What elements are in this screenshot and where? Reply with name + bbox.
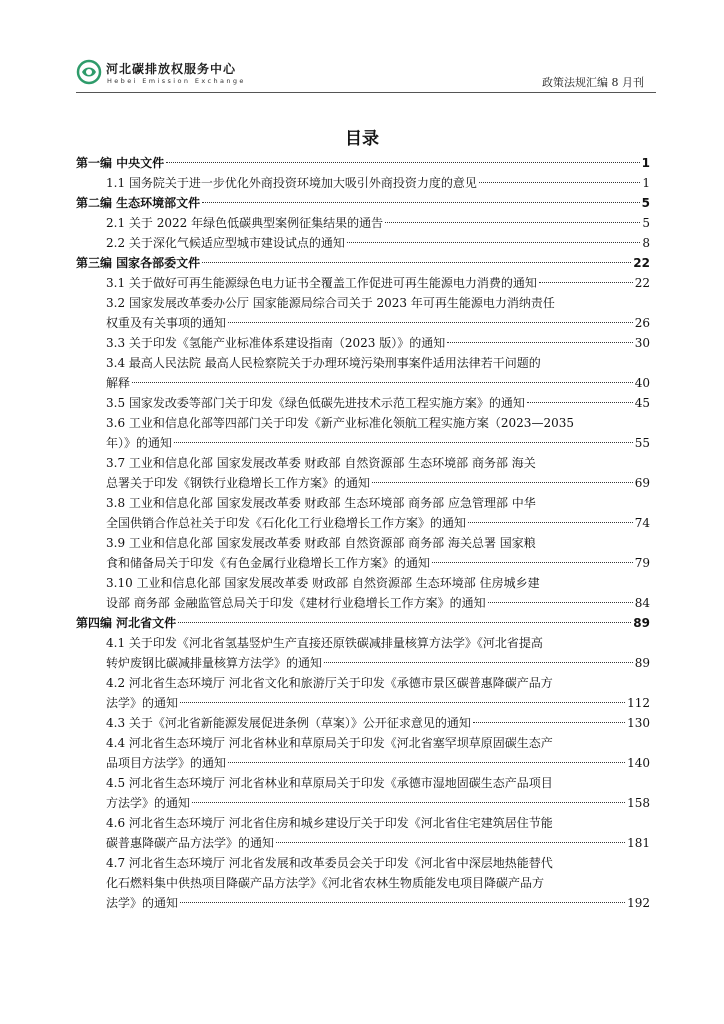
toc-entry[interactable]: [76, 653, 650, 673]
toc-entry-title: 品项目方法学》的通知: [106, 756, 227, 770]
toc-entry-line[interactable]: 3.9 工业和信息化部 国家发展改革委 财政部 自然资源部 商务部 海关总署 国家粮: [106, 536, 536, 550]
dot-leader: [132, 382, 633, 383]
toc-page-number: 112: [627, 696, 650, 710]
toc-entry-title: 3.1 关于做好可再生能源绿色电力证书全覆盖工作促进可再生能源电力消费的通知: [106, 276, 537, 290]
dot-leader: [174, 442, 633, 443]
dot-leader: [178, 622, 631, 623]
toc-page-number: 55: [634, 436, 650, 450]
org-name-cn: 河北碳排放权服务中心: [106, 62, 237, 76]
toc-page-number: 140: [627, 756, 650, 770]
toc-entry[interactable]: [76, 793, 650, 813]
toc-entry-line[interactable]: 3.8 工业和信息化部 国家发展改革委 财政部 生态环境部 商务部 应急管理部 中华: [106, 496, 536, 510]
toc-entry-title: 法学》的通知: [106, 896, 179, 910]
toc-entry-title: 法学》的通知: [106, 696, 179, 710]
toc-page-number: 5: [642, 216, 650, 230]
toc-page-number: 130: [627, 716, 650, 730]
toc-entry[interactable]: [76, 333, 650, 353]
toc-entry-title: 1.1 国务院关于进一步优化外商投资环境加大吸引外商投资力度的意见: [106, 176, 477, 190]
dot-leader: [347, 242, 640, 243]
toc-entry[interactable]: [76, 313, 650, 333]
dot-leader: [539, 282, 633, 283]
dot-leader: [202, 202, 639, 203]
dot-leader: [473, 722, 625, 723]
toc-entry[interactable]: [76, 433, 650, 453]
toc-entry[interactable]: [76, 273, 650, 293]
toc-entry-title: 第四编 河北省文件: [76, 616, 177, 630]
toc-title: 目录: [345, 129, 379, 149]
toc-page-number: 74: [634, 516, 650, 530]
table-of-contents: [76, 153, 650, 913]
toc-entry[interactable]: [76, 593, 650, 613]
toc-entry-line[interactable]: 3.10 工业和信息化部 国家发展改革委 财政部 自然资源部 生态环境部 住房城乡建: [106, 576, 540, 590]
dot-leader: [372, 482, 633, 483]
toc-page-number: 89: [633, 616, 650, 630]
toc-entry-title: 设部 商务部 金融监管总局关于印发《建材行业稳增长工作方案》的通知: [106, 596, 486, 610]
dot-leader: [527, 402, 633, 403]
dot-leader: [385, 222, 640, 223]
dot-leader: [276, 842, 625, 843]
dot-leader: [479, 182, 640, 183]
toc-entry-title: 年）》的通知: [106, 436, 173, 450]
dot-leader: [488, 602, 633, 603]
toc-entry-title: 转炉废钢比碳减排量核算方法学》的通知: [106, 656, 323, 670]
toc-page-number: 1: [641, 156, 650, 170]
toc-entry-title: 碳普惠降碳产品方法学》的通知: [106, 836, 275, 850]
toc-entry-line[interactable]: 4.2 河北省生态环境厅 河北省文化和旅游厅关于印发《承德市景区碳普惠降碳产品方: [106, 676, 553, 690]
toc-entry[interactable]: [76, 893, 650, 913]
toc-entry-title: 4.3 关于《河北省新能源发展促进条例（草案）》公开征求意见的通知: [106, 716, 471, 730]
dot-leader: [447, 342, 632, 343]
dot-leader: [468, 522, 633, 523]
dot-leader: [228, 322, 633, 323]
toc-page-number: 181: [627, 836, 650, 850]
toc-entry-title: 第二编 生态环境部文件: [76, 196, 201, 210]
toc-entry-title: 3.3 关于印发《氢能产业标准体系建设指南（2023 版）》的通知: [106, 336, 446, 350]
toc-entry-title: 权重及有关事项的通知: [106, 316, 227, 330]
dot-leader: [180, 702, 625, 703]
toc-entry-line[interactable]: 3.2 国家发展改革委办公厅 国家能源局综合司关于 2023 年可再生能源电力消纳责任: [106, 296, 555, 310]
dot-leader: [432, 562, 633, 563]
toc-entry[interactable]: [76, 713, 650, 733]
toc-page-number: 30: [634, 336, 650, 350]
toc-page-number: 84: [634, 596, 650, 610]
toc-entry-line[interactable]: 化石燃料集中供热项目降碳产品方法学》《河北省农林生物质能发电项目降碳产品方: [106, 876, 545, 890]
dot-leader: [202, 262, 631, 263]
toc-entry[interactable]: [76, 233, 650, 253]
toc-entry-line[interactable]: 3.7 工业和信息化部 国家发展改革委 财政部 自然资源部 生态环境部 商务部 海关: [106, 456, 536, 470]
toc-entry-title: 第三编 国家各部委文件: [76, 256, 201, 270]
dot-leader: [228, 762, 625, 763]
dot-leader: [166, 162, 639, 163]
toc-entry-line[interactable]: 4.5 河北省生态环境厅 河北省林业和草原局关于印发《承德市湿地固碳生态产品项目: [106, 776, 553, 790]
toc-entry-line[interactable]: 3.4 最高人民法院 最高人民检察院关于办理环境污染刑事案件适用法律若干问题的: [106, 356, 541, 370]
logo-icon: [76, 59, 102, 85]
toc-entry[interactable]: [76, 693, 650, 713]
toc-entry-title: 3.5 国家发改委等部门关于印发《绿色低碳先进技术示范工程实施方案》的通知: [106, 396, 525, 410]
toc-entry[interactable]: [76, 753, 650, 773]
toc-entry[interactable]: [76, 173, 650, 193]
toc-page-number: 192: [627, 896, 650, 910]
toc-entry-title: 第一编 中央文件: [76, 156, 165, 170]
toc-page-number: 45: [634, 396, 650, 410]
toc-entry-line[interactable]: 4.1 关于印发《河北省氢基竖炉生产直接还原铁碳减排量核算方法学》《河北省提高: [106, 636, 543, 650]
toc-entry[interactable]: [76, 473, 650, 493]
toc-part-heading[interactable]: [76, 153, 650, 173]
toc-entry-title: 方法学》的通知: [106, 796, 191, 810]
toc-part-heading[interactable]: [76, 253, 650, 273]
toc-part-heading[interactable]: [76, 193, 650, 213]
toc-entry[interactable]: [76, 513, 650, 533]
toc-entry[interactable]: [76, 833, 650, 853]
toc-entry-line[interactable]: 3.6 工业和信息化部等四部门关于印发《新产业标准化领航工程实施方案（2023—2035: [106, 416, 574, 430]
toc-page-number: 26: [634, 316, 650, 330]
toc-entry[interactable]: [76, 553, 650, 573]
dot-leader: [324, 662, 633, 663]
toc-page-number: 158: [627, 796, 650, 810]
toc-page-number: 1: [642, 176, 650, 190]
toc-page-number: 89: [634, 656, 650, 670]
toc-entry-title: 解释: [106, 376, 131, 390]
toc-page-number: 69: [634, 476, 650, 490]
toc-entry[interactable]: [76, 393, 650, 413]
toc-part-heading[interactable]: [76, 613, 650, 633]
toc-page-number: 5: [641, 196, 650, 210]
toc-page-number: 22: [634, 276, 650, 290]
org-name-en: Hebei Emission Exchange: [107, 77, 246, 85]
toc-page-number: 8: [642, 236, 650, 250]
toc-entry-title: 总署关于印发《钢铁行业稳增长工作方案》的通知: [106, 476, 371, 490]
toc-page-number: 79: [634, 556, 650, 570]
toc-entry-title: 2.1 关于 2022 年绿色低碳典型案例征集结果的通告: [106, 216, 384, 230]
toc-entry-line[interactable]: 4.6 河北省生态环境厅 河北省住房和城乡建设厅关于印发《河北省住宅建筑居住节能: [106, 816, 553, 830]
toc-entry-title: 食和储备局关于印发《有色金属行业稳增长工作方案》的通知: [106, 556, 431, 570]
toc-entry-title: 全国供销合作总社关于印发《石化化工行业稳增长工作方案》的通知: [106, 516, 467, 530]
toc-entry-line[interactable]: 4.4 河北省生态环境厅 河北省林业和草原局关于印发《河北省塞罕坝草原固碳生态产: [106, 736, 553, 750]
toc-entry[interactable]: [76, 373, 650, 393]
dot-leader: [180, 902, 625, 903]
header-divider: [76, 92, 656, 93]
issue-label: 政策法规汇编 8 月刊: [542, 76, 644, 89]
toc-page-number: 40: [634, 376, 650, 390]
toc-entry-title: 2.2 关于深化气候适应型城市建设试点的通知: [106, 236, 345, 250]
toc-entry-line[interactable]: 4.7 河北省生态环境厅 河北省发展和改革委员会关于印发《河北省中深层地热能替代: [106, 856, 553, 870]
page-header: [76, 56, 648, 90]
toc-entry[interactable]: [76, 213, 650, 233]
dot-leader: [192, 802, 625, 803]
toc-page-number: 22: [633, 256, 650, 270]
